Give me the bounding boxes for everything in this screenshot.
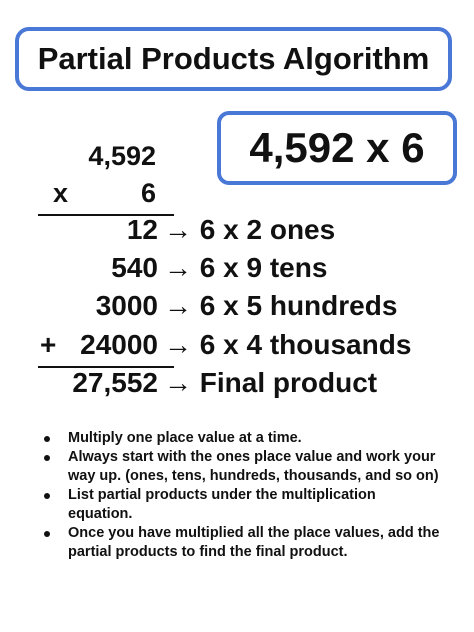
bullet-icon bbox=[44, 531, 50, 537]
partial-product-value: 24000 bbox=[80, 329, 158, 360]
partial-product-row bbox=[0, 290, 474, 328]
partial-product-row bbox=[0, 329, 474, 367]
final-product-row bbox=[0, 367, 474, 405]
partial-product-description: → 6 x 2 ones bbox=[164, 214, 336, 245]
partial-product-description: → 6 x 9 tens bbox=[164, 252, 328, 283]
list-item bbox=[44, 486, 444, 524]
list-item bbox=[44, 429, 444, 448]
bullet-icon bbox=[44, 493, 50, 499]
multiplier: 6 bbox=[140, 178, 156, 208]
partial-product-value: 12 bbox=[126, 214, 158, 245]
partial-product-value: 3000 bbox=[95, 290, 158, 321]
bullet-icon bbox=[44, 455, 50, 461]
note-text: Once you have multiplied all the place values, add the partial products to find the final product. bbox=[68, 525, 440, 560]
multiplicand: 4,592 bbox=[88, 141, 156, 171]
page-title: Partial Products Algorithm bbox=[37, 41, 430, 76]
bullet-icon bbox=[44, 436, 50, 442]
partial-product-description: → 6 x 5 hundreds bbox=[164, 290, 398, 321]
problem-equation: 4,592 x 6 bbox=[249, 124, 425, 171]
partial-product-value: 540 bbox=[111, 252, 158, 283]
notes-list bbox=[44, 429, 444, 562]
list-item bbox=[44, 524, 444, 562]
note-text: List partial products under the multiplication equation. bbox=[68, 487, 376, 522]
list-item bbox=[44, 448, 444, 486]
note-text: Multiply one place value at a time. bbox=[68, 430, 302, 446]
final-product-description: → Final product bbox=[164, 367, 378, 398]
partial-product-row bbox=[0, 214, 474, 252]
partial-product-row bbox=[0, 252, 474, 290]
final-product-value: 27,552 bbox=[72, 367, 158, 398]
plus-sign: + bbox=[40, 329, 57, 360]
note-text: Always start with the ones place value and work your way up. (ones, tens, hundreds, thousands, and so on) bbox=[68, 449, 439, 484]
partial-product-description: → 6 x 4 thousands bbox=[164, 329, 412, 360]
times-sign: x bbox=[53, 178, 69, 208]
